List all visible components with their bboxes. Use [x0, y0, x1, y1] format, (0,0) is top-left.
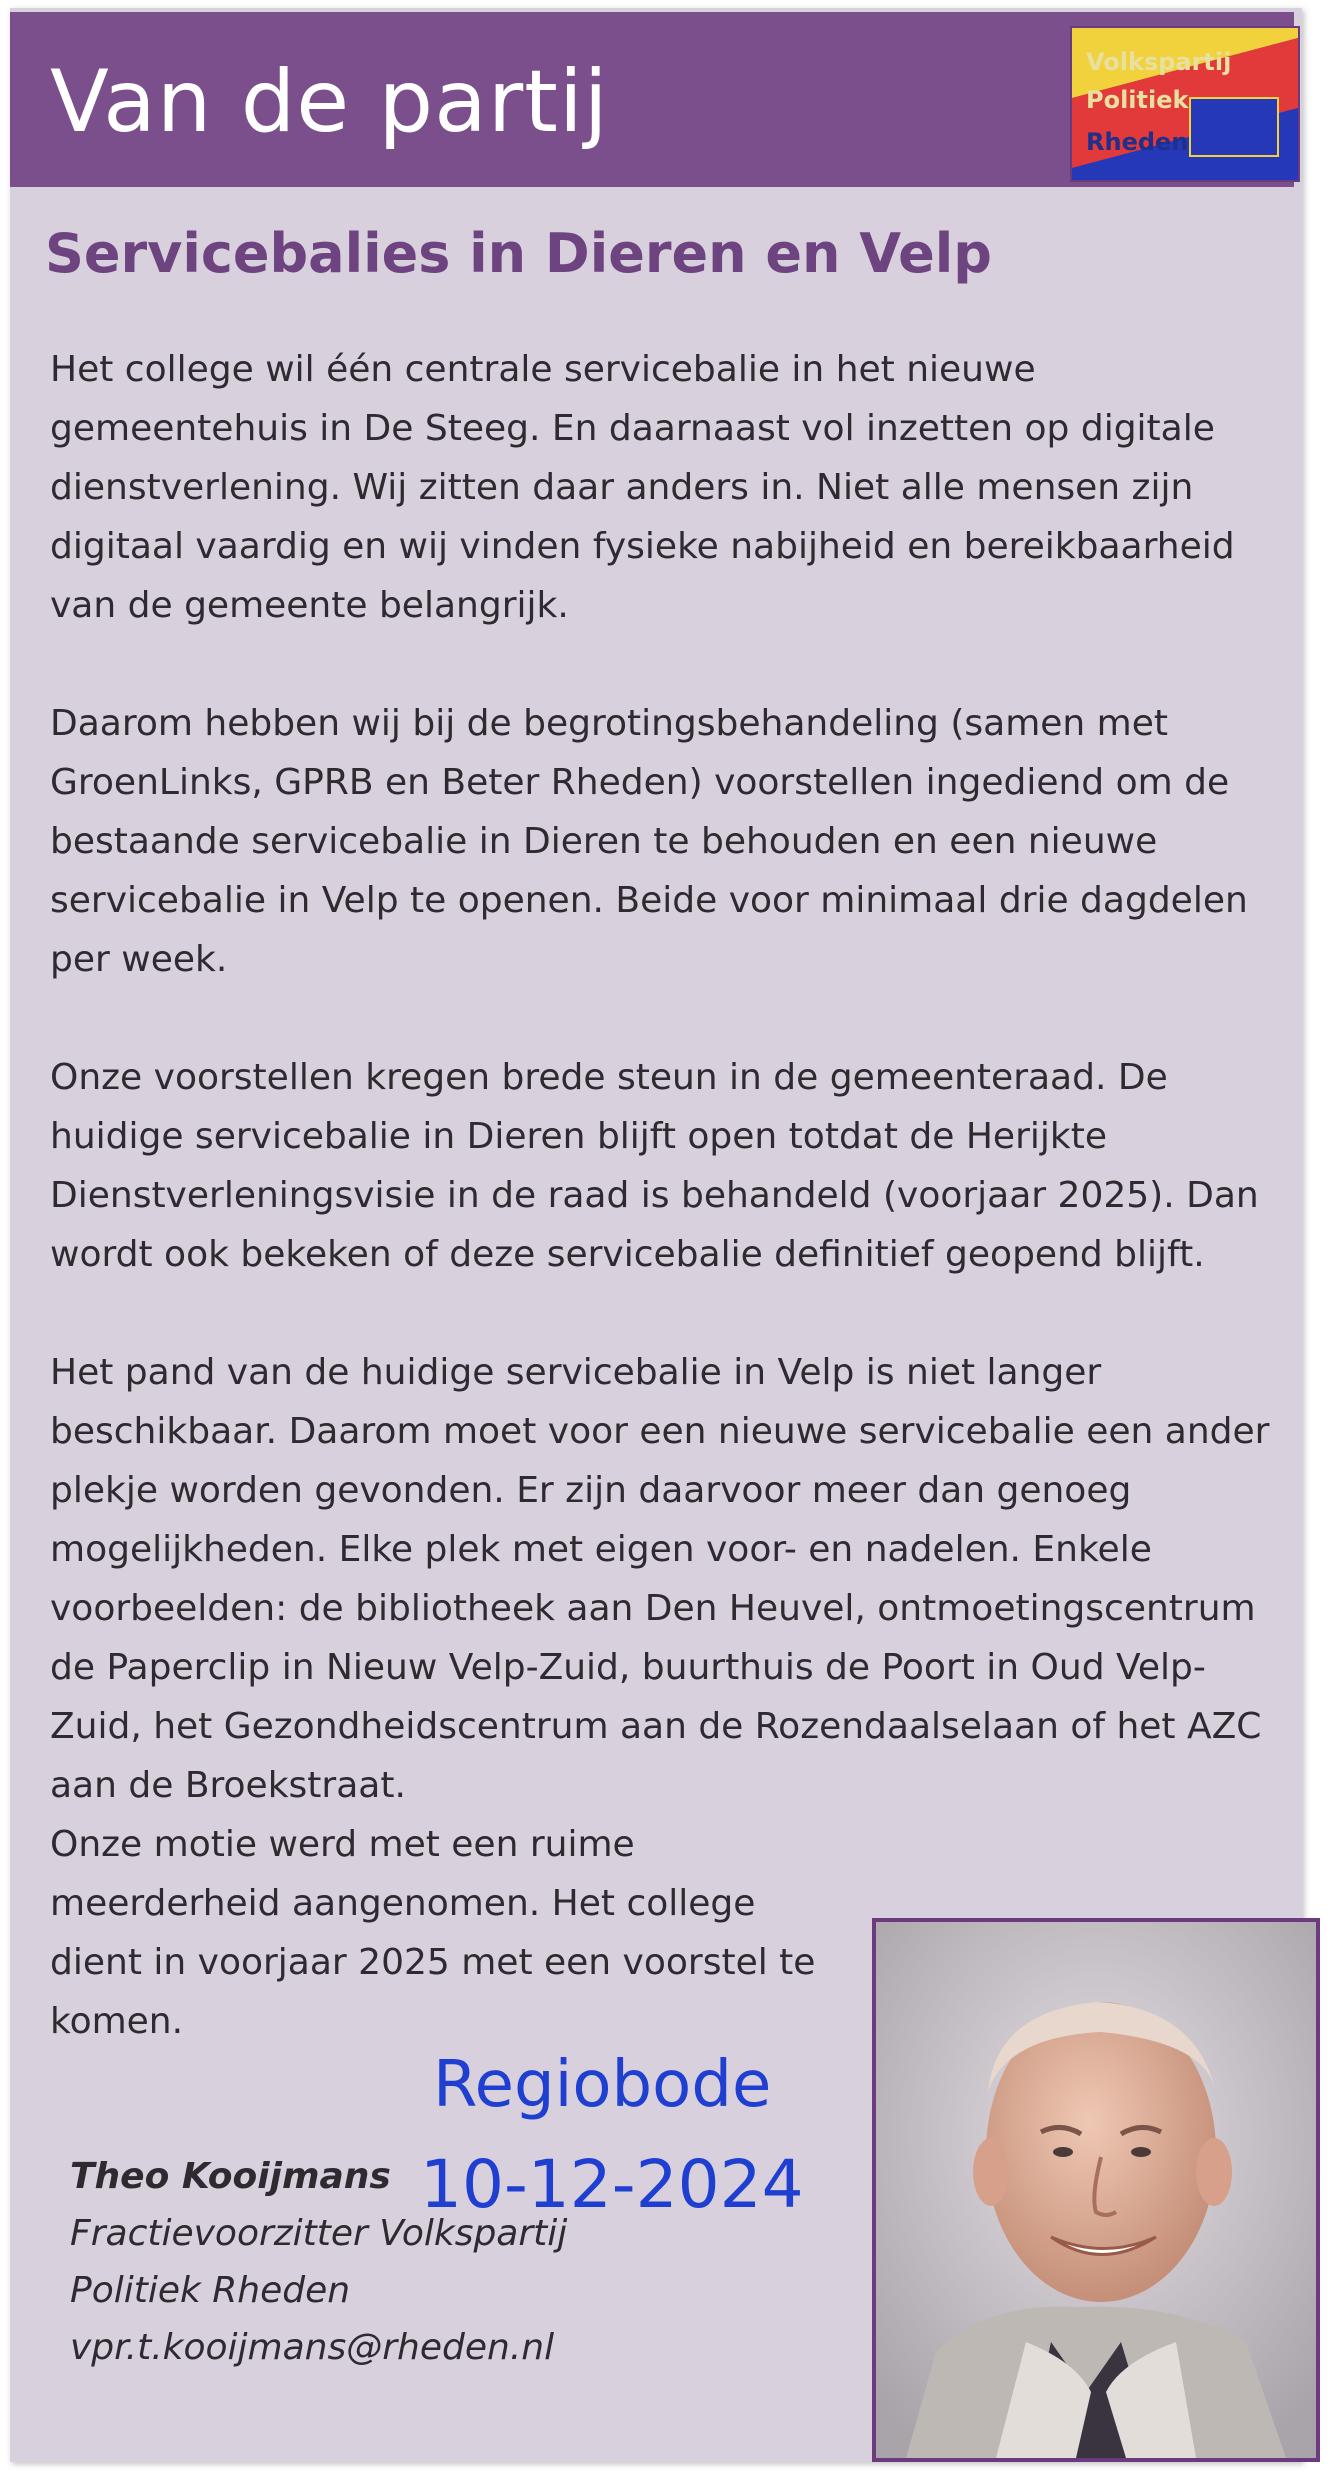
- author-email[interactable]: vpr.t.kooijmans@rheden.nl: [70, 2327, 555, 2368]
- party-logo: [1070, 26, 1300, 182]
- logo-text-line-1: Volkspartij: [1086, 48, 1232, 76]
- logo-text-line-3: Rheden: [1086, 128, 1189, 156]
- article-paragraph: Onze motie werd met een ruime meerderheid aangenomen. Het college dient in voorjaar 2025 met een voorstel te komen.: [50, 1824, 816, 2042]
- section-title: Van de partij: [50, 52, 609, 152]
- article-body: [50, 340, 1280, 2051]
- article-headline: Servicebalies in Dieren en Velp: [45, 222, 992, 285]
- article-paragraph: Het college wil één centrale servicebalie in het nieuwe gemeentehuis in De Steeg. En daarnaast vol inzetten op digitale dienstverlening. Wij zitten daar anders in. Niet alle mensen zijn digitaal vaardig en wij vinden fysieke nabijheid en bereikbaarheid van de gemeente belangrijk.: [50, 349, 1235, 626]
- author-photo: [872, 1918, 1320, 2462]
- author-party: Politiek Rheden: [70, 2270, 351, 2311]
- article-paragraph: Onze voorstellen kregen brede steun in de gemeenteraad. De huidige servicebalie in Dieren blijft open totdat de Herijkte Dienstverleningsvisie in de raad is behandeld (voorjaar 2025). Dan wordt ook bekeken of deze servicebalie definitief geopend blijft.: [50, 1057, 1259, 1275]
- author-name: Theo Kooijmans: [70, 2156, 391, 2197]
- article-paragraph: Het pand van de huidige servicebalie in Velp is niet langer beschikbaar. Daarom moet voor een nieuwe servicebalie een ander plekje worden gevonden. Er zijn daarvoor meer dan genoeg mogelijkheden. Elke plek met eigen voor- en nadelen. Enkele voorbeelden: de bibliotheek aan Den Heuvel, ontmoetingscentrum de Paperclip in Nieuw Velp-Zuid, buurthuis de Poort in Oud Velp-Zuid, het Gezondheidscentrum aan de Rozendaalselaan of het AZC aan de Broekstraat.: [50, 1352, 1270, 1806]
- section-header: [10, 12, 1294, 187]
- date-annotation: 10-12-2024: [420, 2146, 804, 2223]
- portrait-image: [876, 1922, 1316, 2458]
- logo-text-line-2: Politiek: [1086, 86, 1189, 114]
- source-annotation: Regiobode: [433, 2048, 772, 2122]
- article-paragraph: Daarom hebben wij bij de begrotingsbehandeling (samen met GroenLinks, GPRB en Beter Rheden) voorstellen ingediend om de bestaande servicebalie in Dieren te behouden en een nieuwe servicebalie in Velp te openen. Beide voor minimaal drie dagdelen per week.: [50, 703, 1248, 980]
- author-role: Fractievoorzitter Volkspartij: [70, 2213, 568, 2254]
